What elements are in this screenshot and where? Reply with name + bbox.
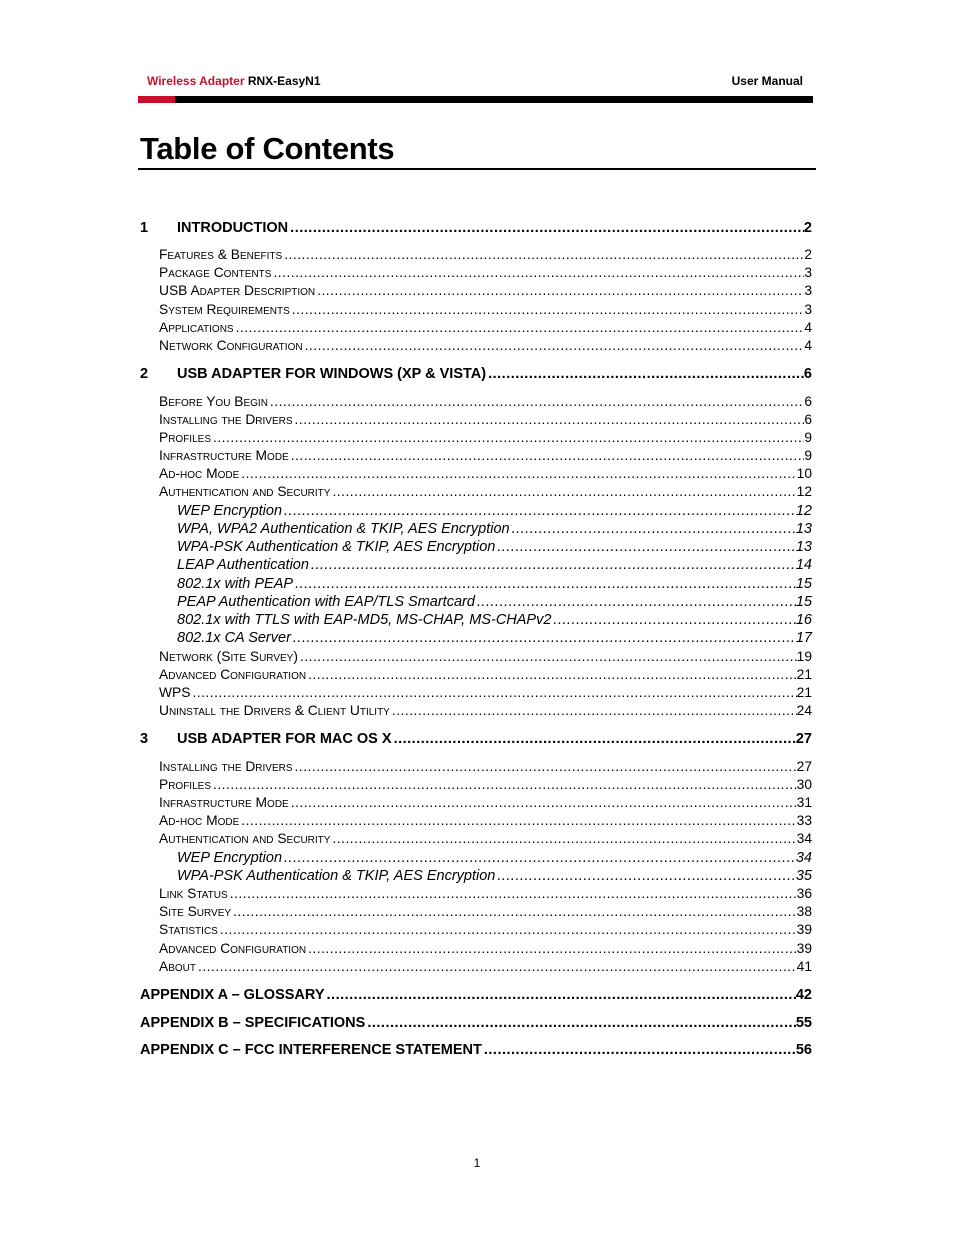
toc-entry[interactable]: [0, 922, 954, 940]
toc-entry-row: [140, 1015, 812, 1031]
toc-entry-page: 41: [796, 959, 812, 974]
toc-entry-row: [159, 247, 812, 262]
toc-entry[interactable]: [0, 283, 954, 301]
toc-leader-dots: [289, 795, 797, 810]
toc-entry[interactable]: [0, 412, 954, 430]
toc-entry[interactable]: [0, 868, 954, 886]
toc-entry-label: Installing the Drivers: [159, 412, 293, 427]
toc-section-number: 3: [140, 731, 149, 747]
toc-entry-page: 15: [795, 594, 812, 610]
toc-entry[interactable]: [0, 731, 954, 749]
toc-leader-dots: [293, 759, 797, 774]
toc-leader-dots: [239, 813, 796, 828]
toc-entry-row: [159, 394, 812, 409]
toc-leader-dots: [190, 685, 796, 700]
toc-entry-row: [177, 366, 812, 382]
toc-entry-page: 33: [796, 813, 812, 828]
toc-entry-row: [177, 731, 812, 747]
toc-entry-page: 4: [804, 320, 812, 335]
toc-entry-label: USB ADAPTER FOR MAC OS X: [177, 731, 392, 747]
toc-entry[interactable]: [0, 394, 954, 412]
toc-leader-dots: [293, 412, 805, 427]
toc-entry-label: Authentication and Security: [159, 831, 331, 846]
toc-entry-label: Package Contents: [159, 265, 272, 280]
toc-entry[interactable]: [0, 1042, 954, 1060]
toc-entry[interactable]: [0, 366, 954, 384]
toc-entry-label: WEP Encryption: [177, 503, 283, 519]
toc-entry-label: APPENDIX C – FCC INTERFERENCE STATEMENT: [140, 1042, 482, 1058]
toc-entry-row: [159, 795, 812, 810]
toc-entry-row: [177, 503, 812, 519]
toc-entry-label: USB Adapter Description: [159, 283, 316, 298]
toc-entry[interactable]: [0, 557, 954, 575]
toc-entry-row: [159, 466, 812, 481]
toc-leader-dots: [551, 612, 795, 628]
toc-leader-dots: [231, 904, 797, 919]
toc-entry-row: [159, 813, 812, 828]
toc-leader-dots: [325, 987, 796, 1003]
toc-entry-label: Applications: [159, 320, 234, 335]
toc-entry-row: [159, 886, 812, 901]
toc-entry-page: 3: [804, 283, 812, 298]
toc-entry-label: 802.1x with PEAP: [177, 576, 294, 592]
toc-entry-page: 16: [795, 612, 812, 628]
toc-entry[interactable]: [0, 987, 954, 1005]
toc-entry[interactable]: [0, 338, 954, 356]
toc-entry-page: 6: [803, 366, 812, 382]
toc-entry-label: Network (Site Survey): [159, 649, 298, 664]
header-model: RNX-EasyN1: [247, 74, 321, 88]
toc-leader-dots: [495, 539, 796, 555]
toc-leader-dots: [282, 503, 796, 519]
toc-entry-row: [159, 703, 812, 718]
toc-entry[interactable]: [0, 1015, 954, 1033]
toc-entry-row: [177, 521, 812, 537]
toc-entry[interactable]: [0, 302, 954, 320]
toc-entry-page: 13: [795, 539, 812, 555]
toc-entry-row: [177, 612, 812, 628]
toc-entry-page: 35: [795, 868, 812, 884]
toc-leader-dots: [228, 886, 797, 901]
toc-entry-label: Installing the Drivers: [159, 759, 293, 774]
toc-entry-row: [159, 922, 812, 937]
toc-entry-page: 15: [795, 576, 812, 592]
toc-entry-page: 38: [796, 904, 812, 919]
toc-entry-page: 27: [795, 731, 812, 747]
toc-entry-page: 12: [795, 503, 812, 519]
toc-entry-label: Ad-hoc Mode: [159, 466, 240, 481]
toc-entry-page: 27: [796, 759, 812, 774]
toc-entry-row: [177, 557, 812, 573]
toc-entry[interactable]: [0, 959, 954, 977]
toc-entry[interactable]: [0, 503, 954, 521]
toc-entry[interactable]: [0, 594, 954, 612]
toc-entry-page: 31: [796, 795, 812, 810]
toc-entry-page: 6: [804, 412, 812, 427]
toc-entry[interactable]: [0, 667, 954, 685]
toc-entry-page: 13: [795, 521, 812, 537]
toc-leader-dots: [306, 667, 797, 682]
toc-entry[interactable]: [0, 904, 954, 922]
toc-leader-dots: [486, 366, 804, 382]
toc-entry-label: Advanced Configuration: [159, 941, 307, 956]
toc-entry-row: [159, 685, 812, 700]
toc-leader-dots: [303, 338, 805, 353]
toc-entry-label: USB ADAPTER FOR WINDOWS (XP & VISTA): [177, 366, 487, 382]
toc-leader-dots: [475, 594, 796, 610]
toc-leader-dots: [330, 484, 796, 499]
toc-entry-page: 42: [795, 987, 812, 1003]
toc-entry[interactable]: [0, 430, 954, 448]
toc-leader-dots: [290, 302, 805, 317]
toc-entry-row: [159, 283, 812, 298]
toc-entry-label: WPA-PSK Authentication & TKIP, AES Encryption: [177, 539, 496, 555]
toc-leader-dots: [309, 557, 796, 573]
toc-entry-row: [159, 484, 812, 499]
toc-entry-page: 39: [796, 922, 812, 937]
toc-entry-page: 14: [795, 557, 812, 573]
toc-entry-page: 55: [795, 1015, 812, 1031]
toc-entry-label: APPENDIX A – GLOSSARY: [140, 987, 325, 1003]
toc-entry[interactable]: [0, 576, 954, 594]
toc-entry-label: WEP Encryption: [177, 850, 283, 866]
toc-entry-label: System Requirements: [159, 302, 290, 317]
toc-entry-label: Site Survey: [159, 904, 232, 919]
toc-entry[interactable]: [0, 220, 954, 238]
toc-entry-page: 3: [804, 265, 812, 280]
toc-leader-dots: [482, 1042, 796, 1058]
toc-entry-page: 6: [804, 394, 812, 409]
toc-section-number: 1: [140, 220, 149, 236]
page-title: Table of Contents: [140, 131, 395, 166]
toc-leader-dots: [330, 831, 796, 846]
toc-leader-dots: [211, 430, 804, 445]
toc-entry-label: WPS: [159, 685, 191, 700]
toc-entry[interactable]: [0, 703, 954, 721]
toc-leader-dots: [282, 247, 804, 262]
toc-entry-page: 17: [795, 630, 812, 646]
toc-entry-page: 12: [796, 484, 812, 499]
toc-entry[interactable]: [0, 685, 954, 703]
toc-entry-row: [159, 959, 812, 974]
toc-entry[interactable]: [0, 886, 954, 904]
header-manual: User Manual: [731, 74, 803, 88]
toc-entry[interactable]: [0, 630, 954, 648]
toc-entry-page: 21: [796, 685, 812, 700]
toc-leader-dots: [288, 220, 804, 236]
toc-entry-page: 9: [804, 430, 812, 445]
toc-leader-dots: [196, 959, 797, 974]
toc-entry[interactable]: [0, 484, 954, 502]
toc-entry-row: [159, 759, 812, 774]
toc-entry-label: APPENDIX B – SPECIFICATIONS: [140, 1015, 366, 1031]
toc-entry[interactable]: [0, 649, 954, 667]
toc-entry-row: [177, 850, 812, 866]
toc-entry-label: Statistics: [159, 922, 218, 937]
toc-entry[interactable]: [0, 320, 954, 338]
toc-entry-row: [177, 630, 812, 646]
toc-leader-dots: [298, 649, 797, 664]
toc-entry-page: 34: [795, 850, 812, 866]
toc-entry-page: 30: [796, 777, 812, 792]
toc-entry-row: [140, 987, 812, 1003]
toc-leader-dots: [291, 630, 796, 646]
toc-leader-dots: [234, 320, 805, 335]
toc-entry-row: [159, 649, 812, 664]
toc-entry-row: [177, 220, 812, 236]
toc-entry-label: Features & Benefits: [159, 247, 283, 262]
toc-entry-row: [159, 430, 812, 445]
toc-entry-label: 802.1x CA Server: [177, 630, 291, 646]
toc-leader-dots: [495, 868, 796, 884]
toc-entry[interactable]: [0, 612, 954, 630]
toc-entry-label: Advanced Configuration: [159, 667, 307, 682]
toc-entry-page: 10: [796, 466, 812, 481]
toc-entry[interactable]: [0, 247, 954, 265]
toc-entry-page: 34: [796, 831, 812, 846]
toc-entry-label: About: [159, 959, 196, 974]
toc-entry-label: LEAP Authentication: [177, 557, 309, 573]
toc-entry-row: [159, 302, 812, 317]
toc-entry[interactable]: [0, 813, 954, 831]
toc-entry-row: [159, 412, 812, 427]
toc-leader-dots: [239, 466, 796, 481]
toc-entry-page: 19: [796, 649, 812, 664]
toc-leader-dots: [390, 703, 797, 718]
toc-entry[interactable]: [0, 448, 954, 466]
toc-entry[interactable]: [0, 795, 954, 813]
toc-entry[interactable]: [0, 850, 954, 868]
toc-entry-page: 3: [804, 302, 812, 317]
toc-entry-label: Before You Begin: [159, 394, 268, 409]
toc-leader-dots: [211, 777, 797, 792]
toc-entry-row: [177, 594, 812, 610]
toc-entry-page: 39: [796, 941, 812, 956]
toc-entry-label: Uninstall the Drivers & Client Utility: [159, 703, 390, 718]
toc-entry-label: Infrastructure Mode: [159, 448, 289, 463]
toc-leader-dots: [218, 922, 797, 937]
toc-entry-row: [159, 941, 812, 956]
toc-leader-dots: [268, 394, 804, 409]
toc-entry[interactable]: [0, 466, 954, 484]
toc-entry-row: [159, 904, 812, 919]
toc-entry-row: [159, 448, 812, 463]
toc-entry[interactable]: [0, 759, 954, 777]
toc-entry-label: Ad-hoc Mode: [159, 813, 240, 828]
toc-entry-label: WPA-PSK Authentication & TKIP, AES Encryption: [177, 868, 496, 884]
toc-entry-row: [159, 667, 812, 682]
toc-entry-row: [159, 338, 812, 353]
toc-entry-label: Link Status: [159, 886, 228, 901]
toc-entry-label: 802.1x with TTLS with EAP-MD5, MS-CHAP, MS-CHAPv2: [177, 612, 552, 628]
toc-entry-label: Profiles: [159, 430, 211, 445]
toc-entry[interactable]: [0, 521, 954, 539]
toc-entry-page: 24: [796, 703, 812, 718]
toc-entry-page: 4: [804, 338, 812, 353]
toc-entry-row: [177, 868, 812, 884]
toc-leader-dots: [293, 576, 796, 592]
toc-leader-dots: [365, 1015, 796, 1031]
toc-section-number: 2: [140, 366, 149, 382]
page-number: 1: [473, 1156, 481, 1170]
toc-entry-row: [159, 831, 812, 846]
toc-entry-label: WPA, WPA2 Authentication & TKIP, AES Encryption: [177, 521, 510, 537]
toc-entry-page: 2: [803, 220, 812, 236]
toc-entry-row: [177, 539, 812, 555]
toc-entry[interactable]: [0, 539, 954, 557]
toc-entry-label: Authentication and Security: [159, 484, 331, 499]
toc-leader-dots: [271, 265, 804, 280]
header-brand: Wireless Adapter: [147, 74, 245, 88]
toc-entry[interactable]: [0, 831, 954, 849]
toc-entry-row: [177, 576, 812, 592]
toc-leader-dots: [306, 941, 797, 956]
toc-entry[interactable]: [0, 777, 954, 795]
toc-entry-label: PEAP Authentication with EAP/TLS Smartcard: [177, 594, 475, 610]
toc-entry-label: INTRODUCTION: [177, 220, 289, 236]
toc-entry-page: 9: [804, 448, 812, 463]
toc-entry-label: Network Configuration: [159, 338, 303, 353]
toc-entry-page: 21: [796, 667, 812, 682]
toc-entry-row: [159, 265, 812, 280]
toc-leader-dots: [510, 521, 796, 537]
toc-entry-row: [159, 777, 812, 792]
toc-leader-dots: [289, 448, 805, 463]
toc-entry-page: 56: [795, 1042, 812, 1058]
toc-entry-label: Infrastructure Mode: [159, 795, 289, 810]
toc-entry-label: Profiles: [159, 777, 211, 792]
toc-entry[interactable]: [0, 265, 954, 283]
toc-entry[interactable]: [0, 941, 954, 959]
toc-entry-page: 36: [796, 886, 812, 901]
toc-entry-row: [140, 1042, 812, 1058]
toc-leader-dots: [282, 850, 796, 866]
toc-leader-dots: [392, 731, 796, 747]
toc-leader-dots: [315, 283, 804, 298]
toc-entry-page: 2: [804, 247, 812, 262]
toc-entry-row: [159, 320, 812, 335]
